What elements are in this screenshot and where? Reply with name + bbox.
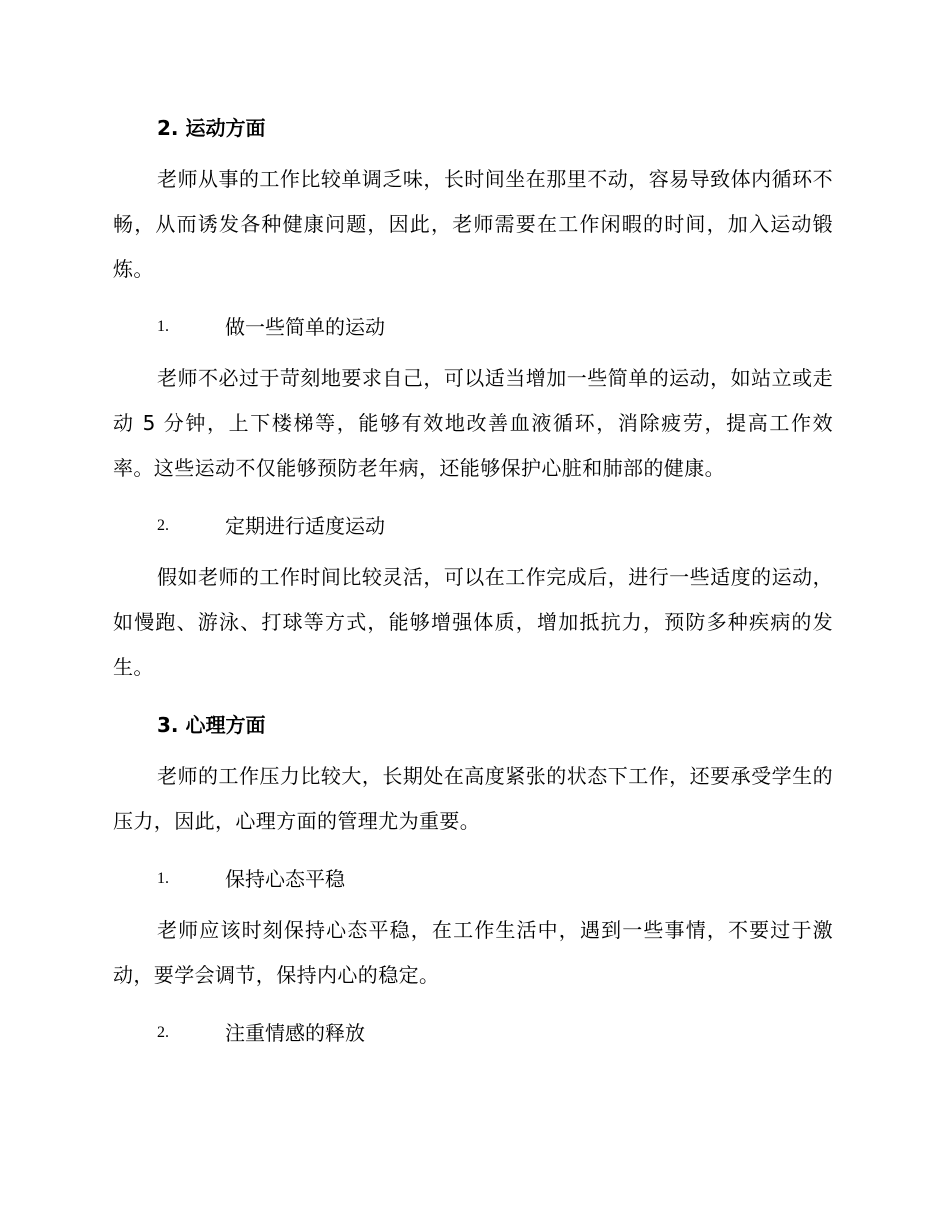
section-intro-paragraph: 老师从事的工作比较单调乏味，长时间坐在那里不动，容易导致体内循环不畅，从而诱发各种健康问题，因此，老师需要在工作闲暇的时间，加入运动锻炼。 <box>113 167 833 281</box>
document-content <box>113 113 833 1048</box>
list-item <box>113 864 833 894</box>
list-item <box>113 1018 833 1048</box>
list-item <box>113 312 833 342</box>
section-psychology <box>113 710 833 1048</box>
section-heading: 3. 心理方面 <box>157 713 266 737</box>
list-item-title: 注重情感的释放 <box>225 1021 365 1045</box>
list-item-title: 做一些简单的运动 <box>225 315 385 339</box>
list-item-body: 老师应该时刻保持心态平稳，在工作生活中，遇到一些事情，不要过于激动，要学会调节，保持内心的稳定。 <box>113 918 833 987</box>
section-exercise <box>113 113 833 690</box>
list-item-body: 假如老师的工作时间比较灵活，可以在工作完成后，进行一些适度的运动，如慢跑、游泳、打球等方式，能够增强体质，增加抵抗力，预防多种疾病的发生。 <box>113 565 833 679</box>
list-item-title: 保持心态平稳 <box>225 867 345 891</box>
section-heading: 2. 运动方面 <box>157 116 266 140</box>
list-item-body: 老师不必过于苛刻地要求自己，可以适当增加一些简单的运动，如站立或走动 5 分钟，上下楼梯等，能够有效地改善血液循环，消除疲劳，提高工作效率。这些运动不仅能够预防老年病，还能够保护心脏和肺部的健康。 <box>113 366 833 480</box>
list-item-number: 2. <box>157 1024 169 1041</box>
list-item-number: 1. <box>157 870 169 887</box>
list-item-number: 2. <box>157 517 169 534</box>
list-item-title: 定期进行适度运动 <box>225 514 385 538</box>
list-item <box>113 511 833 541</box>
list-item-number: 1. <box>157 318 169 335</box>
section-intro-paragraph: 老师的工作压力比较大，长期处在高度紧张的状态下工作，还要承受学生的压力，因此，心理方面的管理尤为重要。 <box>113 764 833 833</box>
